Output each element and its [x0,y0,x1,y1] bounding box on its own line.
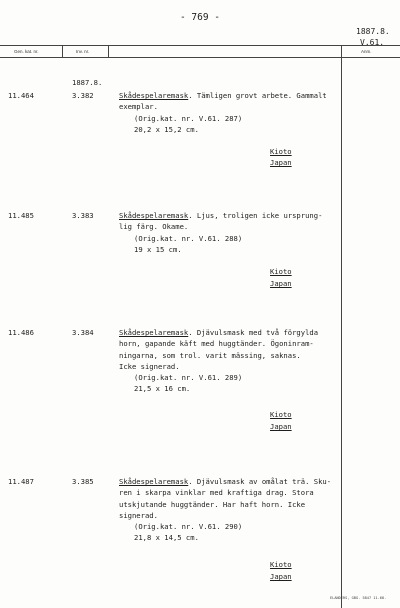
description-line: . Tämligen grovt arbete. Gammalt [188,91,327,100]
place-city: Kioto [270,560,292,569]
entry-gen-number: 11.464 [8,91,34,100]
description-line: . Ljus, troligen icke ursprung- [188,211,323,220]
column-divider-inv [108,45,109,57]
description-line: Icke signerad. [119,361,180,371]
entry-gen-number: 11.485 [8,211,34,220]
description-line: horn, gapande käft med huggtänder. Ögoninram- [119,339,314,349]
description-line: utskjutande huggtänder. Har haft horn. Icke [119,499,306,509]
date-code-line-2: V.61. [360,38,385,47]
header-anm: Anm. [361,49,372,54]
description-line: ren i skarpa vinklar med kraftiga drag. Stora [119,488,314,498]
place-city: Kioto [270,410,292,419]
column-divider-gen [62,45,63,57]
description-line: (Orig.kat. nr. V.61. 288) [134,233,243,243]
header-inv: Inv. nr. [76,49,90,54]
header-gen-kat: Gen. kat. nr. [14,49,39,54]
entry-inv-number: 3.384 [72,328,94,337]
entry-title: Skådespelaremask [119,328,189,337]
place-city: Kioto [270,147,292,156]
header-rule [0,57,400,58]
description-line: (Orig.kat. nr. V.61. 289) [134,373,243,383]
group-prefix: 1887.8. [72,78,103,87]
entry-inv-number: 3.385 [72,477,94,486]
description-line: 21,5 x 16 cm. [134,384,191,394]
place-country: Japan [270,422,292,431]
place-country: Japan [270,572,292,581]
entry-description [119,210,322,255]
entry-inv-number: 3.382 [72,91,94,100]
description-line: (Orig.kat. nr. V.61. 290) [134,522,243,532]
entry-description [119,476,331,544]
description-line: 19 x 15 cm. [134,244,182,254]
date-code-line-1: 1887.8. [356,27,390,36]
description-line: . Djävulsmask av omålat trä. Sku- [188,477,332,486]
description-line: signerad. [119,510,158,520]
description-line: 21,8 x 14,5 cm. [134,533,199,543]
description-line: lig färg. Okame. [119,222,189,232]
description-line: ningarna, som trol. varit mässing, saknas. [119,350,301,360]
entry-description [119,327,318,395]
entry-title: Skådespelaremask [119,91,189,100]
printer-code: ELANDERS, GBG. 5847 11.68. [330,596,387,600]
description-line: 20,2 x 15,2 cm. [134,124,199,134]
description-line: (Orig.kat. nr. V.61. 287) [134,113,243,123]
description-line: exemplar. [119,102,158,112]
entry-gen-number: 11.487 [8,477,34,486]
entry-title: Skådespelaremask [119,477,189,486]
place-country: Japan [270,158,292,167]
entry-title: Skådespelaremask [119,211,189,220]
place-city: Kioto [270,267,292,276]
top-rule [0,45,400,46]
description-line: . Djävulsmask med två förgylda [188,328,319,337]
entry-description [119,90,327,135]
entry-inv-number: 3.383 [72,211,94,220]
page-number: - 769 - [179,12,221,23]
place-country: Japan [270,279,292,288]
column-divider-anm [341,45,342,608]
entry-gen-number: 11.486 [8,328,34,337]
